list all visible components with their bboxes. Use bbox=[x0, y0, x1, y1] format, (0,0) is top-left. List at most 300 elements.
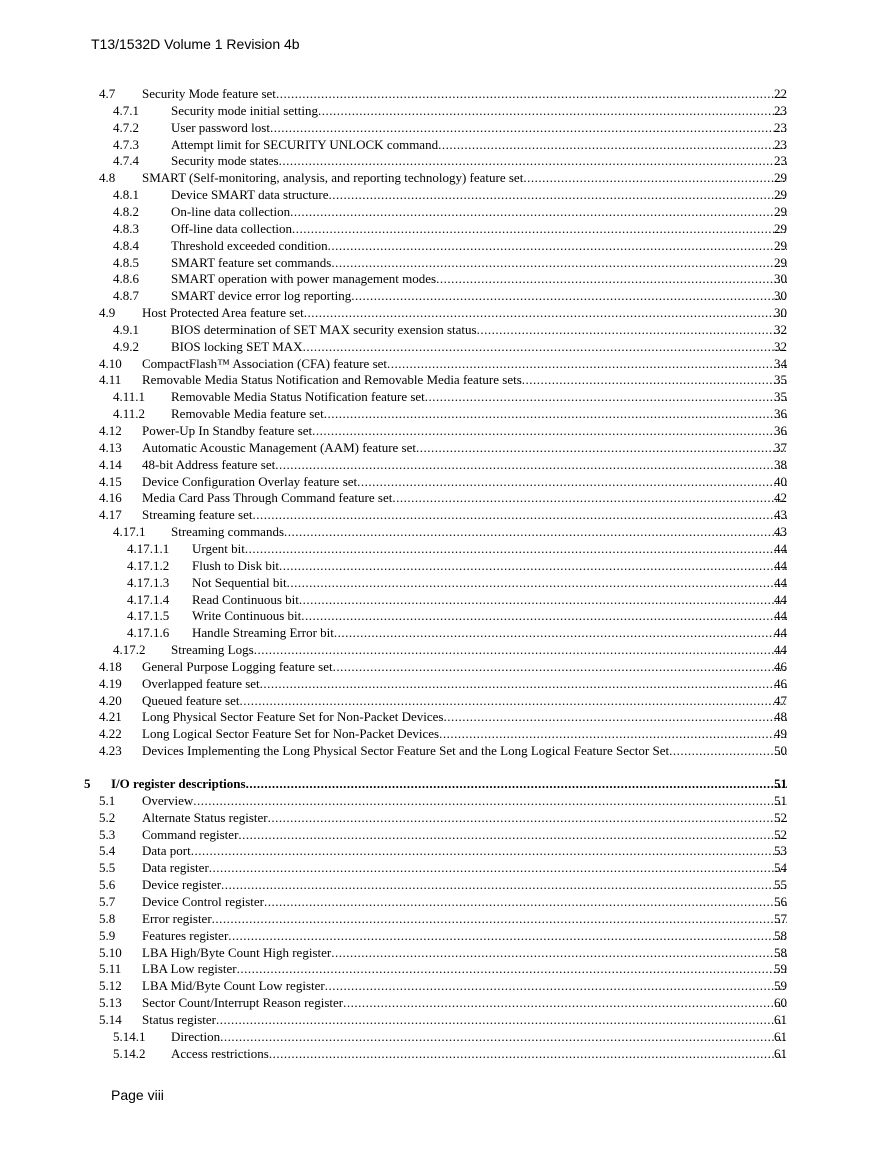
dot-leader bbox=[191, 843, 787, 858]
toc-entry-title bbox=[142, 170, 787, 185]
dot-leader bbox=[325, 978, 787, 993]
toc-entry-title-text: Streaming commands bbox=[171, 524, 285, 540]
toc-entry-title-text: Streaming Logs bbox=[171, 642, 254, 658]
toc-entry[interactable] bbox=[0, 337, 893, 354]
toc-entry-number: 4.8.1 bbox=[113, 187, 139, 203]
toc-entry[interactable] bbox=[0, 791, 893, 808]
toc-entry-page: 51 bbox=[774, 792, 787, 808]
toc-entry[interactable] bbox=[0, 151, 893, 168]
toc-entry-number: 5.5 bbox=[99, 860, 116, 876]
toc-entry[interactable] bbox=[0, 539, 893, 556]
toc-entry-title bbox=[142, 911, 787, 926]
toc-entry-title bbox=[171, 288, 787, 303]
toc-entry-title-text: General Purpose Logging feature set bbox=[142, 658, 333, 674]
toc-entry-title bbox=[192, 558, 787, 573]
toc-entry-title bbox=[171, 204, 787, 219]
toc-entry[interactable] bbox=[0, 841, 893, 858]
toc-entry[interactable] bbox=[0, 926, 893, 943]
dot-leader bbox=[324, 406, 787, 421]
toc-entry[interactable] bbox=[0, 774, 893, 791]
dot-leader bbox=[301, 608, 787, 623]
toc-entry-page: 60 bbox=[774, 995, 787, 1011]
page-number: Page viii bbox=[111, 1087, 164, 1103]
toc-entry-page: 49 bbox=[774, 726, 787, 742]
toc-entry-page: 59 bbox=[774, 961, 787, 977]
toc-entry-title-text: Error register bbox=[142, 910, 212, 926]
toc-entry-title bbox=[171, 642, 787, 657]
toc-entry-title bbox=[171, 120, 787, 135]
toc-entry[interactable] bbox=[0, 320, 893, 337]
toc-entry-number: 4.18 bbox=[99, 658, 122, 674]
dot-leader bbox=[216, 1012, 787, 1027]
toc-entry[interactable] bbox=[0, 892, 893, 909]
toc-entry-page: 46 bbox=[774, 675, 787, 691]
toc-entry-page: 55 bbox=[774, 877, 787, 893]
toc-entry-title-text: Read Continuous bit bbox=[192, 591, 299, 607]
dot-leader bbox=[443, 709, 787, 724]
dot-leader bbox=[276, 86, 787, 101]
toc-entry-title bbox=[111, 776, 787, 791]
toc-entry-number: 5.1 bbox=[99, 792, 116, 808]
toc-entry-page: 40 bbox=[774, 473, 787, 489]
toc-entry-number: 4.7 bbox=[99, 86, 116, 101]
toc-entry-title bbox=[171, 406, 787, 421]
toc-entry-title bbox=[171, 1029, 787, 1044]
toc-entry-number: 4.7.1 bbox=[113, 102, 139, 118]
toc-entry-title bbox=[142, 440, 787, 455]
toc-entry-title-text: Device Configuration Overlay feature set bbox=[142, 473, 358, 489]
toc-entry-title bbox=[142, 693, 787, 708]
toc-entry-number: 5.7 bbox=[99, 893, 116, 909]
toc-entry-title bbox=[171, 238, 787, 253]
toc-entry-title-text: Command register bbox=[142, 826, 239, 842]
toc-entry[interactable] bbox=[0, 370, 893, 387]
toc-entry-title-text: On-line data collection bbox=[171, 203, 291, 219]
toc-entry-number: 5.8 bbox=[99, 910, 116, 926]
toc-entry-title-text: SMART (Self-monitoring, analysis, and reporting technology) feature set bbox=[142, 170, 524, 186]
toc-entry-title-text: Access restrictions bbox=[171, 1045, 269, 1061]
toc-entry-number: 5.14 bbox=[99, 1011, 122, 1027]
toc-entry-title-text: Long Physical Sector Feature Set for Non-Packet Devices bbox=[142, 709, 444, 725]
toc-entry-number: 5.2 bbox=[99, 809, 116, 825]
toc-entry-title-text: Not Sequential bit bbox=[192, 574, 287, 590]
toc-entry-page: 35 bbox=[774, 372, 787, 388]
toc-entry[interactable] bbox=[0, 185, 893, 202]
dot-leader bbox=[333, 659, 787, 674]
dot-leader bbox=[416, 440, 787, 455]
toc-entry-title-text: Security mode states bbox=[171, 153, 279, 169]
dot-leader bbox=[299, 592, 787, 607]
toc-entry-title-text: BIOS locking SET MAX bbox=[171, 338, 303, 354]
dot-leader bbox=[254, 642, 787, 657]
dot-leader bbox=[239, 693, 787, 708]
toc-entry[interactable] bbox=[0, 943, 893, 960]
toc-entry-title bbox=[142, 490, 787, 505]
page-header: T13/1532D Volume 1 Revision 4b bbox=[91, 36, 300, 52]
toc-entry-title-text: SMART device error log reporting bbox=[171, 288, 352, 304]
toc-entry-title bbox=[142, 961, 787, 976]
toc-entry-title-text: Long Logical Sector Feature Set for Non-Packet Devices bbox=[142, 726, 440, 742]
toc-entry[interactable] bbox=[0, 1044, 893, 1061]
toc-entry[interactable] bbox=[0, 269, 893, 286]
dot-leader bbox=[523, 170, 787, 185]
toc-entry-page: 23 bbox=[774, 119, 787, 135]
toc-entry-number: 4.15 bbox=[99, 473, 122, 489]
toc-entry[interactable] bbox=[0, 455, 893, 472]
dot-leader bbox=[304, 305, 787, 320]
dot-leader bbox=[228, 928, 787, 943]
toc-entry-page: 37 bbox=[774, 439, 787, 455]
toc-entry-number: 5.3 bbox=[99, 826, 116, 842]
toc-entry-number: 4.8.6 bbox=[113, 271, 139, 287]
toc-entry-title bbox=[142, 474, 787, 489]
toc-entry-page: 23 bbox=[774, 102, 787, 118]
toc-entry-page: 38 bbox=[774, 456, 787, 472]
toc-entry[interactable] bbox=[0, 691, 893, 708]
toc-entry-title-text: Status register bbox=[142, 1011, 217, 1027]
dot-leader bbox=[246, 776, 787, 791]
dot-leader bbox=[264, 894, 787, 909]
toc-entry-title-text: Overlapped feature set bbox=[142, 675, 260, 691]
toc-entry[interactable] bbox=[0, 387, 893, 404]
dot-leader bbox=[193, 793, 787, 808]
toc-entry-title-text: Data register bbox=[142, 860, 209, 876]
toc-entry-title-text: LBA High/Byte Count High register bbox=[142, 944, 332, 960]
toc-entry-page: 52 bbox=[774, 826, 787, 842]
toc-entry-title bbox=[171, 221, 787, 236]
toc-entry-title-text: Host Protected Area feature set bbox=[142, 305, 304, 321]
dot-leader bbox=[328, 238, 787, 253]
dot-leader bbox=[284, 524, 787, 539]
toc-entry-page: 30 bbox=[774, 288, 787, 304]
toc-entry-page: 23 bbox=[774, 136, 787, 152]
toc-entry-title-text: Device SMART data structure bbox=[171, 187, 329, 203]
toc-entry-title bbox=[142, 676, 787, 691]
toc-entry[interactable] bbox=[0, 354, 893, 371]
toc-entry-title-text: Overview bbox=[142, 792, 194, 808]
toc-entry-number: 4.9.1 bbox=[113, 321, 139, 337]
toc-entry[interactable] bbox=[0, 236, 893, 253]
dot-leader bbox=[269, 1046, 787, 1061]
toc-entry-number: 5.4 bbox=[99, 843, 116, 859]
toc-entry-page: 30 bbox=[774, 271, 787, 287]
toc-entry-title-text: Attempt limit for SECURITY UNLOCK command bbox=[171, 136, 439, 152]
toc-entry[interactable] bbox=[0, 640, 893, 657]
toc-entry-number: 4.8.4 bbox=[113, 237, 139, 253]
toc-entry-page: 29 bbox=[774, 220, 787, 236]
toc-entry-page: 42 bbox=[774, 490, 787, 506]
toc-entry-page: 52 bbox=[774, 809, 787, 825]
toc-entry-title bbox=[142, 843, 787, 858]
toc-entry-title-text: Removable Media Status Notification feature set bbox=[171, 389, 425, 405]
toc-entry-number: 4.17.1.1 bbox=[127, 540, 170, 556]
toc-entry-page: 32 bbox=[774, 338, 787, 354]
toc-entry-title bbox=[142, 995, 787, 1010]
toc-entry[interactable] bbox=[0, 286, 893, 303]
toc-entry-title-text: BIOS determination of SET MAX security exension status bbox=[171, 321, 477, 337]
toc-entry-title bbox=[142, 305, 787, 320]
toc-entry-page: 36 bbox=[774, 423, 787, 438]
toc-entry-title-text: Flush to Disk bit bbox=[192, 557, 280, 573]
toc-entry-title-text: User password lost bbox=[171, 119, 270, 135]
toc-entry-title bbox=[192, 575, 787, 590]
toc-entry-title-text: SMART operation with power management modes bbox=[171, 271, 437, 287]
dot-leader bbox=[290, 204, 787, 219]
toc-entry-title bbox=[192, 592, 787, 607]
toc-entry[interactable] bbox=[0, 808, 893, 825]
toc-entry-number: 4.8.3 bbox=[113, 220, 139, 236]
toc-entry[interactable] bbox=[0, 741, 893, 758]
toc-entry-page: 30 bbox=[774, 305, 787, 321]
toc-entry-number: 4.10 bbox=[99, 355, 122, 371]
toc-entry-page: 46 bbox=[774, 658, 787, 674]
toc-entry-page: 57 bbox=[774, 910, 787, 926]
toc-entry-title bbox=[171, 255, 787, 270]
toc-entry-page: 44 bbox=[774, 642, 787, 658]
dot-leader bbox=[279, 153, 787, 168]
toc-entry-title-text: I/O register descriptions bbox=[111, 776, 246, 791]
toc-entry[interactable] bbox=[0, 404, 893, 421]
toc-entry-title bbox=[171, 187, 787, 202]
toc-entry-number: 4.11 bbox=[99, 372, 122, 388]
toc-entry[interactable] bbox=[0, 623, 893, 640]
toc-entry[interactable] bbox=[0, 202, 893, 219]
dot-leader bbox=[279, 558, 787, 573]
toc-entry[interactable] bbox=[0, 135, 893, 152]
toc-entry-title bbox=[142, 86, 787, 101]
dot-leader bbox=[357, 474, 787, 489]
toc-entry[interactable] bbox=[0, 1010, 893, 1027]
dot-leader bbox=[331, 255, 787, 270]
toc-entry-title-text: SMART feature set commands bbox=[171, 254, 332, 270]
toc-entry-title bbox=[142, 372, 787, 387]
toc-entry-title-text: 48-bit Address feature set bbox=[142, 456, 276, 472]
toc-entry-title bbox=[192, 541, 787, 556]
toc-entry-title-text: Urgent bit bbox=[192, 540, 245, 556]
toc-entry[interactable] bbox=[0, 590, 893, 607]
toc-entry-page: 44 bbox=[774, 557, 787, 573]
toc-entry-title-text: Power-Up In Standby feature set bbox=[142, 423, 313, 438]
toc-entry[interactable] bbox=[0, 219, 893, 236]
toc-entry-number: 4.7.4 bbox=[113, 153, 139, 169]
toc-entry[interactable] bbox=[0, 573, 893, 590]
toc-entry-title bbox=[142, 793, 787, 808]
toc-entry-page: 23 bbox=[774, 153, 787, 169]
toc-entry-number: 4.17.1.3 bbox=[127, 574, 170, 590]
toc-entry-title bbox=[142, 877, 787, 892]
toc-entry-title bbox=[142, 827, 787, 842]
toc-entry-title bbox=[171, 137, 787, 152]
dot-leader bbox=[275, 457, 787, 472]
toc-entry[interactable] bbox=[0, 303, 893, 320]
dot-leader bbox=[438, 137, 787, 152]
toc-entry[interactable] bbox=[0, 606, 893, 623]
toc-entry-page: 44 bbox=[774, 574, 787, 590]
toc-entry-number: 4.22 bbox=[99, 726, 122, 742]
toc-entry-title-text: Security mode initial setting bbox=[171, 102, 318, 118]
toc-entry-number: 4.8.2 bbox=[113, 203, 139, 219]
toc-entry-page: 43 bbox=[774, 524, 787, 540]
toc-entry-page: 51 bbox=[774, 776, 787, 791]
toc-entry[interactable] bbox=[0, 101, 893, 118]
toc-entry-title-text: Streaming feature set bbox=[142, 507, 253, 523]
toc-entry-title bbox=[142, 726, 787, 741]
toc-entry-title-text: Device Control register bbox=[142, 893, 265, 909]
toc-entry[interactable] bbox=[0, 488, 893, 505]
toc-entry[interactable] bbox=[0, 472, 893, 489]
toc-entry-page: 29 bbox=[774, 254, 787, 270]
toc-entry[interactable] bbox=[0, 421, 893, 438]
toc-entry-title bbox=[142, 743, 787, 758]
toc-entry[interactable] bbox=[0, 253, 893, 270]
dot-leader bbox=[392, 490, 787, 505]
toc-entry-page: 44 bbox=[774, 608, 787, 624]
toc-entry-number: 4.17.1 bbox=[113, 524, 146, 540]
toc-entry[interactable] bbox=[0, 522, 893, 539]
toc-entry-title-text: Devices Implementing the Long Physical Sector Feature Set and the Long Logical Feature Sector Set bbox=[142, 743, 670, 759]
toc-entry-page: 44 bbox=[774, 625, 787, 641]
toc-entry-page: 29 bbox=[774, 203, 787, 219]
dot-leader bbox=[209, 860, 787, 875]
dot-leader bbox=[312, 423, 787, 438]
toc-entry-title-text: Queued feature set bbox=[142, 692, 240, 708]
toc-entry[interactable] bbox=[0, 1027, 893, 1044]
toc-entry-title bbox=[192, 608, 787, 623]
toc-entry-number: 5.9 bbox=[99, 927, 116, 943]
toc-entry-number: 5.11 bbox=[99, 961, 122, 977]
dot-leader bbox=[439, 726, 787, 741]
toc-entry-title-text: CompactFlash™ Association (CFA) feature set bbox=[142, 355, 388, 371]
toc-entry-title-text: Removable Media Status Notification and Removable Media feature sets bbox=[142, 372, 522, 388]
toc-entry-number: 5.14.1 bbox=[113, 1028, 146, 1044]
toc-entry-number: 4.19 bbox=[99, 675, 122, 691]
toc-entry-number: 4.17.1.2 bbox=[127, 557, 170, 573]
toc-entry-page: 61 bbox=[774, 1045, 787, 1061]
toc-entry-title-text: Threshold exceeded condition bbox=[171, 237, 328, 253]
toc-entry-title-text: LBA Low register bbox=[142, 961, 237, 977]
toc-entry-page: 59 bbox=[774, 978, 787, 994]
toc-entry-number: 4.17.2 bbox=[113, 642, 146, 658]
toc-entry-title bbox=[142, 659, 787, 674]
toc-entry-title-text: Automatic Acoustic Management (AAM) feature set bbox=[142, 439, 416, 455]
toc-entry-number: 4.9.2 bbox=[113, 338, 139, 354]
toc-entry-title bbox=[142, 423, 787, 438]
toc-entry-title bbox=[142, 457, 787, 472]
toc-entry-number: 4.11.1 bbox=[113, 389, 146, 405]
toc-entry-page: 58 bbox=[774, 927, 787, 943]
toc-entry-number: 4.9 bbox=[99, 305, 116, 321]
dot-leader bbox=[477, 322, 787, 337]
toc-entry-page: 53 bbox=[774, 843, 787, 859]
toc-entry[interactable] bbox=[0, 909, 893, 926]
toc-entry-number: 5.13 bbox=[99, 995, 122, 1011]
toc-entry[interactable] bbox=[0, 858, 893, 875]
toc-entry-number: 4.21 bbox=[99, 709, 122, 725]
dot-leader bbox=[351, 288, 787, 303]
toc-entry[interactable] bbox=[0, 438, 893, 455]
toc-entry-title bbox=[142, 1012, 787, 1027]
toc-entry[interactable] bbox=[0, 505, 893, 522]
toc-entry-page: 35 bbox=[774, 389, 787, 405]
toc-entry-title-text: Write Continuous bit bbox=[192, 608, 302, 624]
toc-entry[interactable] bbox=[0, 724, 893, 741]
dot-leader bbox=[270, 120, 787, 135]
toc-entry[interactable] bbox=[0, 118, 893, 135]
toc-entry-title bbox=[142, 810, 787, 825]
toc-entry-title-text: Direction bbox=[171, 1028, 221, 1044]
toc-entry-page: 44 bbox=[774, 540, 787, 556]
dot-leader bbox=[425, 389, 787, 404]
toc-entry-page: 36 bbox=[774, 406, 787, 422]
toc-entry-title bbox=[171, 339, 787, 354]
toc-entry-number: 4.8.5 bbox=[113, 254, 139, 270]
toc-entry-title-text: Off-line data collection bbox=[171, 220, 293, 236]
dot-leader bbox=[245, 541, 787, 556]
toc-entry[interactable] bbox=[0, 875, 893, 892]
toc-entry[interactable] bbox=[0, 825, 893, 842]
toc-entry[interactable] bbox=[0, 168, 893, 185]
toc-entry-title bbox=[142, 978, 787, 993]
toc-entry-title-text: Alternate Status register bbox=[142, 809, 268, 825]
dot-leader bbox=[331, 945, 787, 960]
dot-leader bbox=[237, 961, 787, 976]
toc-entry-title bbox=[171, 271, 787, 286]
toc-entry[interactable] bbox=[0, 84, 893, 101]
toc-entry-number: 4.14 bbox=[99, 456, 122, 472]
toc-entry-page: 43 bbox=[774, 507, 787, 523]
toc-entry-page: 22 bbox=[774, 86, 787, 101]
toc-entry-title bbox=[171, 1046, 787, 1061]
dot-leader bbox=[287, 575, 787, 590]
toc-entry-page: 34 bbox=[774, 355, 787, 371]
toc-entry-page: 50 bbox=[774, 743, 787, 759]
toc-entry[interactable] bbox=[0, 976, 893, 993]
toc-entry-title bbox=[171, 389, 787, 404]
toc-entry-number: 4.17.1.4 bbox=[127, 591, 170, 607]
toc-entry-page: 58 bbox=[774, 944, 787, 960]
dot-leader bbox=[292, 221, 787, 236]
dot-leader bbox=[387, 356, 787, 371]
toc-entry[interactable] bbox=[0, 657, 893, 674]
toc-entry-number: 4.8.7 bbox=[113, 288, 139, 304]
toc-entry-title bbox=[142, 507, 787, 522]
toc-entry-number: 4.7.3 bbox=[113, 136, 139, 152]
toc-entry-title bbox=[171, 322, 787, 337]
toc-entry[interactable] bbox=[0, 993, 893, 1010]
toc-entry-number: 4.13 bbox=[99, 439, 122, 455]
toc-entry-title bbox=[142, 894, 787, 909]
toc-entry-page: 56 bbox=[774, 893, 787, 909]
toc-entry-page: 32 bbox=[774, 321, 787, 337]
toc-entry-page: 54 bbox=[774, 860, 787, 876]
dot-leader bbox=[303, 339, 787, 354]
dot-leader bbox=[238, 827, 787, 842]
toc-entry-number: 4.16 bbox=[99, 490, 122, 506]
toc-entry-number: 4.8 bbox=[99, 170, 116, 186]
toc-entry[interactable] bbox=[0, 674, 893, 691]
toc-entry-number: 4.17 bbox=[99, 507, 122, 523]
toc-entry-title-text: LBA Mid/Byte Count Low register bbox=[142, 978, 325, 994]
toc-entry-title-text: Handle Streaming Error bit bbox=[192, 625, 334, 641]
toc-entry-page: 61 bbox=[774, 1028, 787, 1044]
dot-leader bbox=[334, 625, 787, 640]
toc-entry[interactable] bbox=[0, 959, 893, 976]
toc-entry-title bbox=[142, 709, 787, 724]
toc-entry-title-text: Features register bbox=[142, 927, 229, 943]
dot-leader bbox=[268, 810, 787, 825]
toc-entry[interactable] bbox=[0, 707, 893, 724]
toc-entry[interactable] bbox=[0, 556, 893, 573]
